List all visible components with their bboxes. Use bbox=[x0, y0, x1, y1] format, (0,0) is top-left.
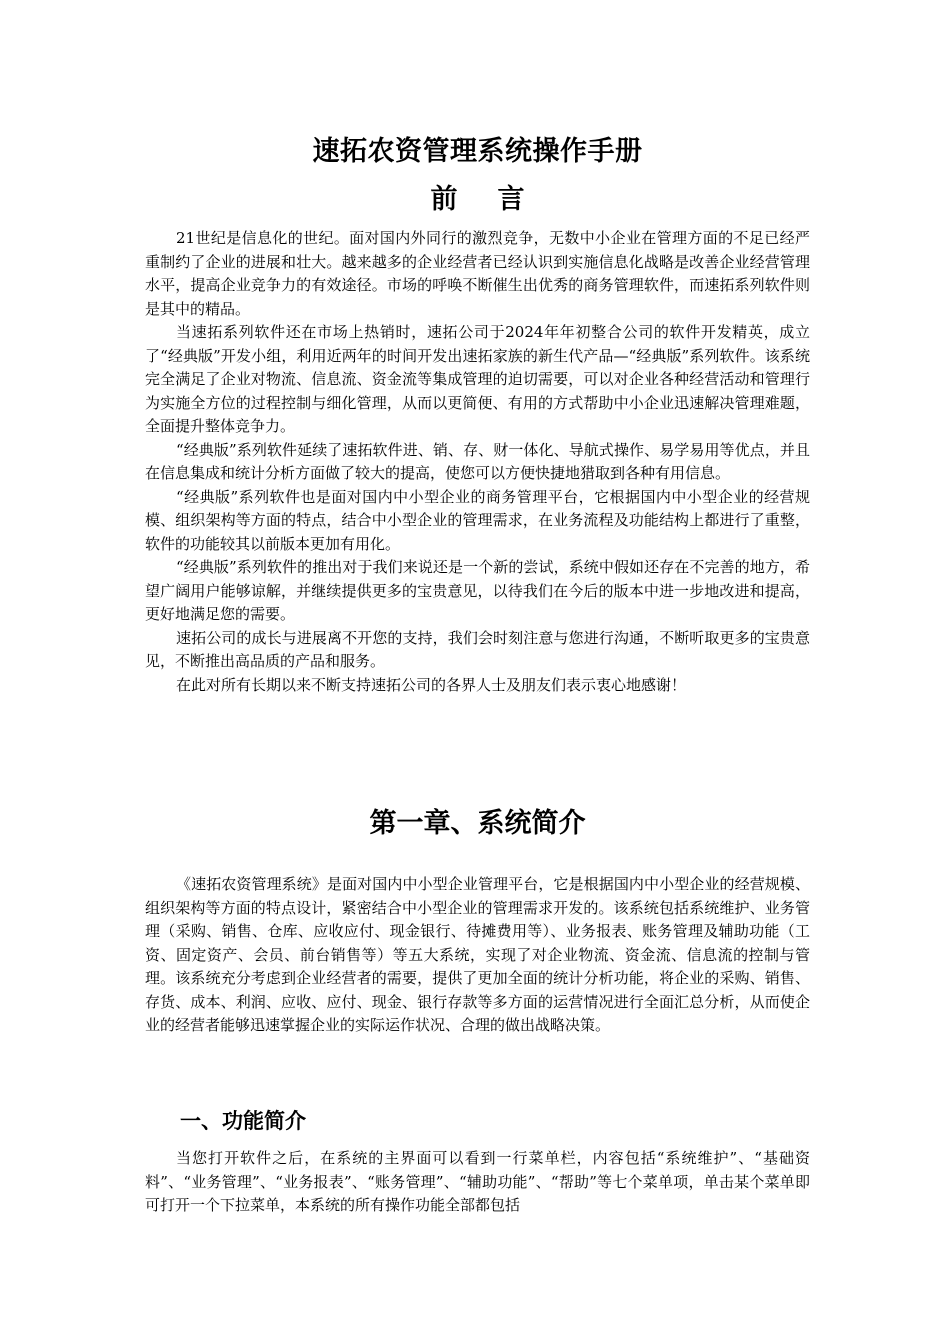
preface-paragraph: 21世纪是信息化的世纪。面对国内外同行的激烈竞争，无数中小企业在管理方面的不足已经严重制约了企业的进展和壮大。越来越多的企业经营者已经认识到实施信息化战略是改善企业经营管理水平，提高企业竞争力的有效途径。市场的呼唤不断催生出优秀的商务管理软件，而速拓系列软件则是其中的精品。 bbox=[145, 229, 810, 318]
preface-body bbox=[145, 227, 810, 697]
preface-paragraph: 在此对所有长期以来不断支持速拓公司的各界人士及朋友们表示衷心地感谢！ bbox=[176, 675, 687, 694]
section-title: 一、功能简介 bbox=[180, 1109, 306, 1133]
preface-paragraph: “经典版”系列软件延续了速拓软件进、销、存、财一体化、导航式操作、易学易用等优点，并且在信息集成和统计分析方面做了较大的提高，使您可以方便快捷地猎取到各种有用信息。 bbox=[145, 440, 810, 482]
preface-paragraph: “经典版”系列软件也是面对国内中小型企业的商务管理平台，它根据国内中小型企业的经营规模、组织架构等方面的特点，结合中小型企业的管理需求，在业务流程及功能结构上都进行了重整，软件的功能较其以前版本更加有用化。 bbox=[145, 487, 810, 553]
preface-paragraph: “经典版”系列软件的推出对于我们来说还是一个新的尝试，系统中假如还存在不完善的地方，希望广阔用户能够谅解，并继续提供更多的宝贵意见，以待我们在今后的版本中进一步地改进和提高，更好地满足您的需要。 bbox=[145, 558, 810, 623]
preface-heading-right: 言 bbox=[497, 184, 525, 215]
section-body bbox=[145, 1147, 810, 1218]
section-paragraph: 当您打开软件之后，在系统的主界面可以看到一行菜单栏，内容包括“系统维护”、“基础资料”、“业务管理”、“业务报表”、“账务管理”、“辅助功能”、“帮助”等七个菜单项，单击某个菜单即可打开一个下拉菜单，本系统的所有操作功能全部都包括 bbox=[145, 1149, 810, 1214]
preface-paragraph: 速拓公司的成长与进展离不开您的支持，我们会时刻注意与您进行沟通，不断听取更多的宝贵意见，不断推出高品质的产品和服务。 bbox=[145, 628, 810, 670]
preface-paragraph: 当速拓系列软件还在市场上热销时，速拓公司于2024年年初整合公司的软件开发精英，成立了“经典版”开发小组，利用近两年的时间开发出速拓家族的新生代产品—“经典版”系列软件。该系统完全满足了企业对物流、信息流、资金流等集成管理的迫切需要，可以对企业各种经营活动和管理行为实施全方位的过程控制与细化管理，从而以更简便、有用的方式帮助中小企业迅速解决管理难题，全面提升整体竞争力。 bbox=[145, 323, 810, 435]
chapter-title: 第一章、系统简介 bbox=[369, 808, 586, 839]
preface-heading-left: 前 bbox=[430, 184, 458, 215]
chapter-intro bbox=[145, 873, 810, 1038]
preface-heading bbox=[145, 182, 810, 218]
chapter-intro-paragraph: 《速拓农资管理系统》是面对国内中小型企业管理平台，它是根据国内中小型企业的经营规模、组织架构等方面的特点设计，紧密结合中小型企业的管理需求开发的。该系统包括系统维护、业务管理（采购、销售、仓库、应收应付、现金银行、待摊费用等）、业务报表、账务管理及辅助功能（工资、固定资产、会员、前台销售等）等五大系统，实现了对企业物流、资金流、信息流的控制与管理。该系统充分考虑到企业经营者的需要，提供了更加全面的统计分析功能，将企业的采购、销售、存货、成本、利润、应收、应付、现金、银行存款等多方面的运营情况进行全面汇总分析，从而使企业的经营者能够迅速掌握企业的实际运作状况、合理的做出战略决策。 bbox=[145, 875, 810, 1034]
document-title: 速拓农资管理系统操作手册 bbox=[312, 136, 643, 167]
